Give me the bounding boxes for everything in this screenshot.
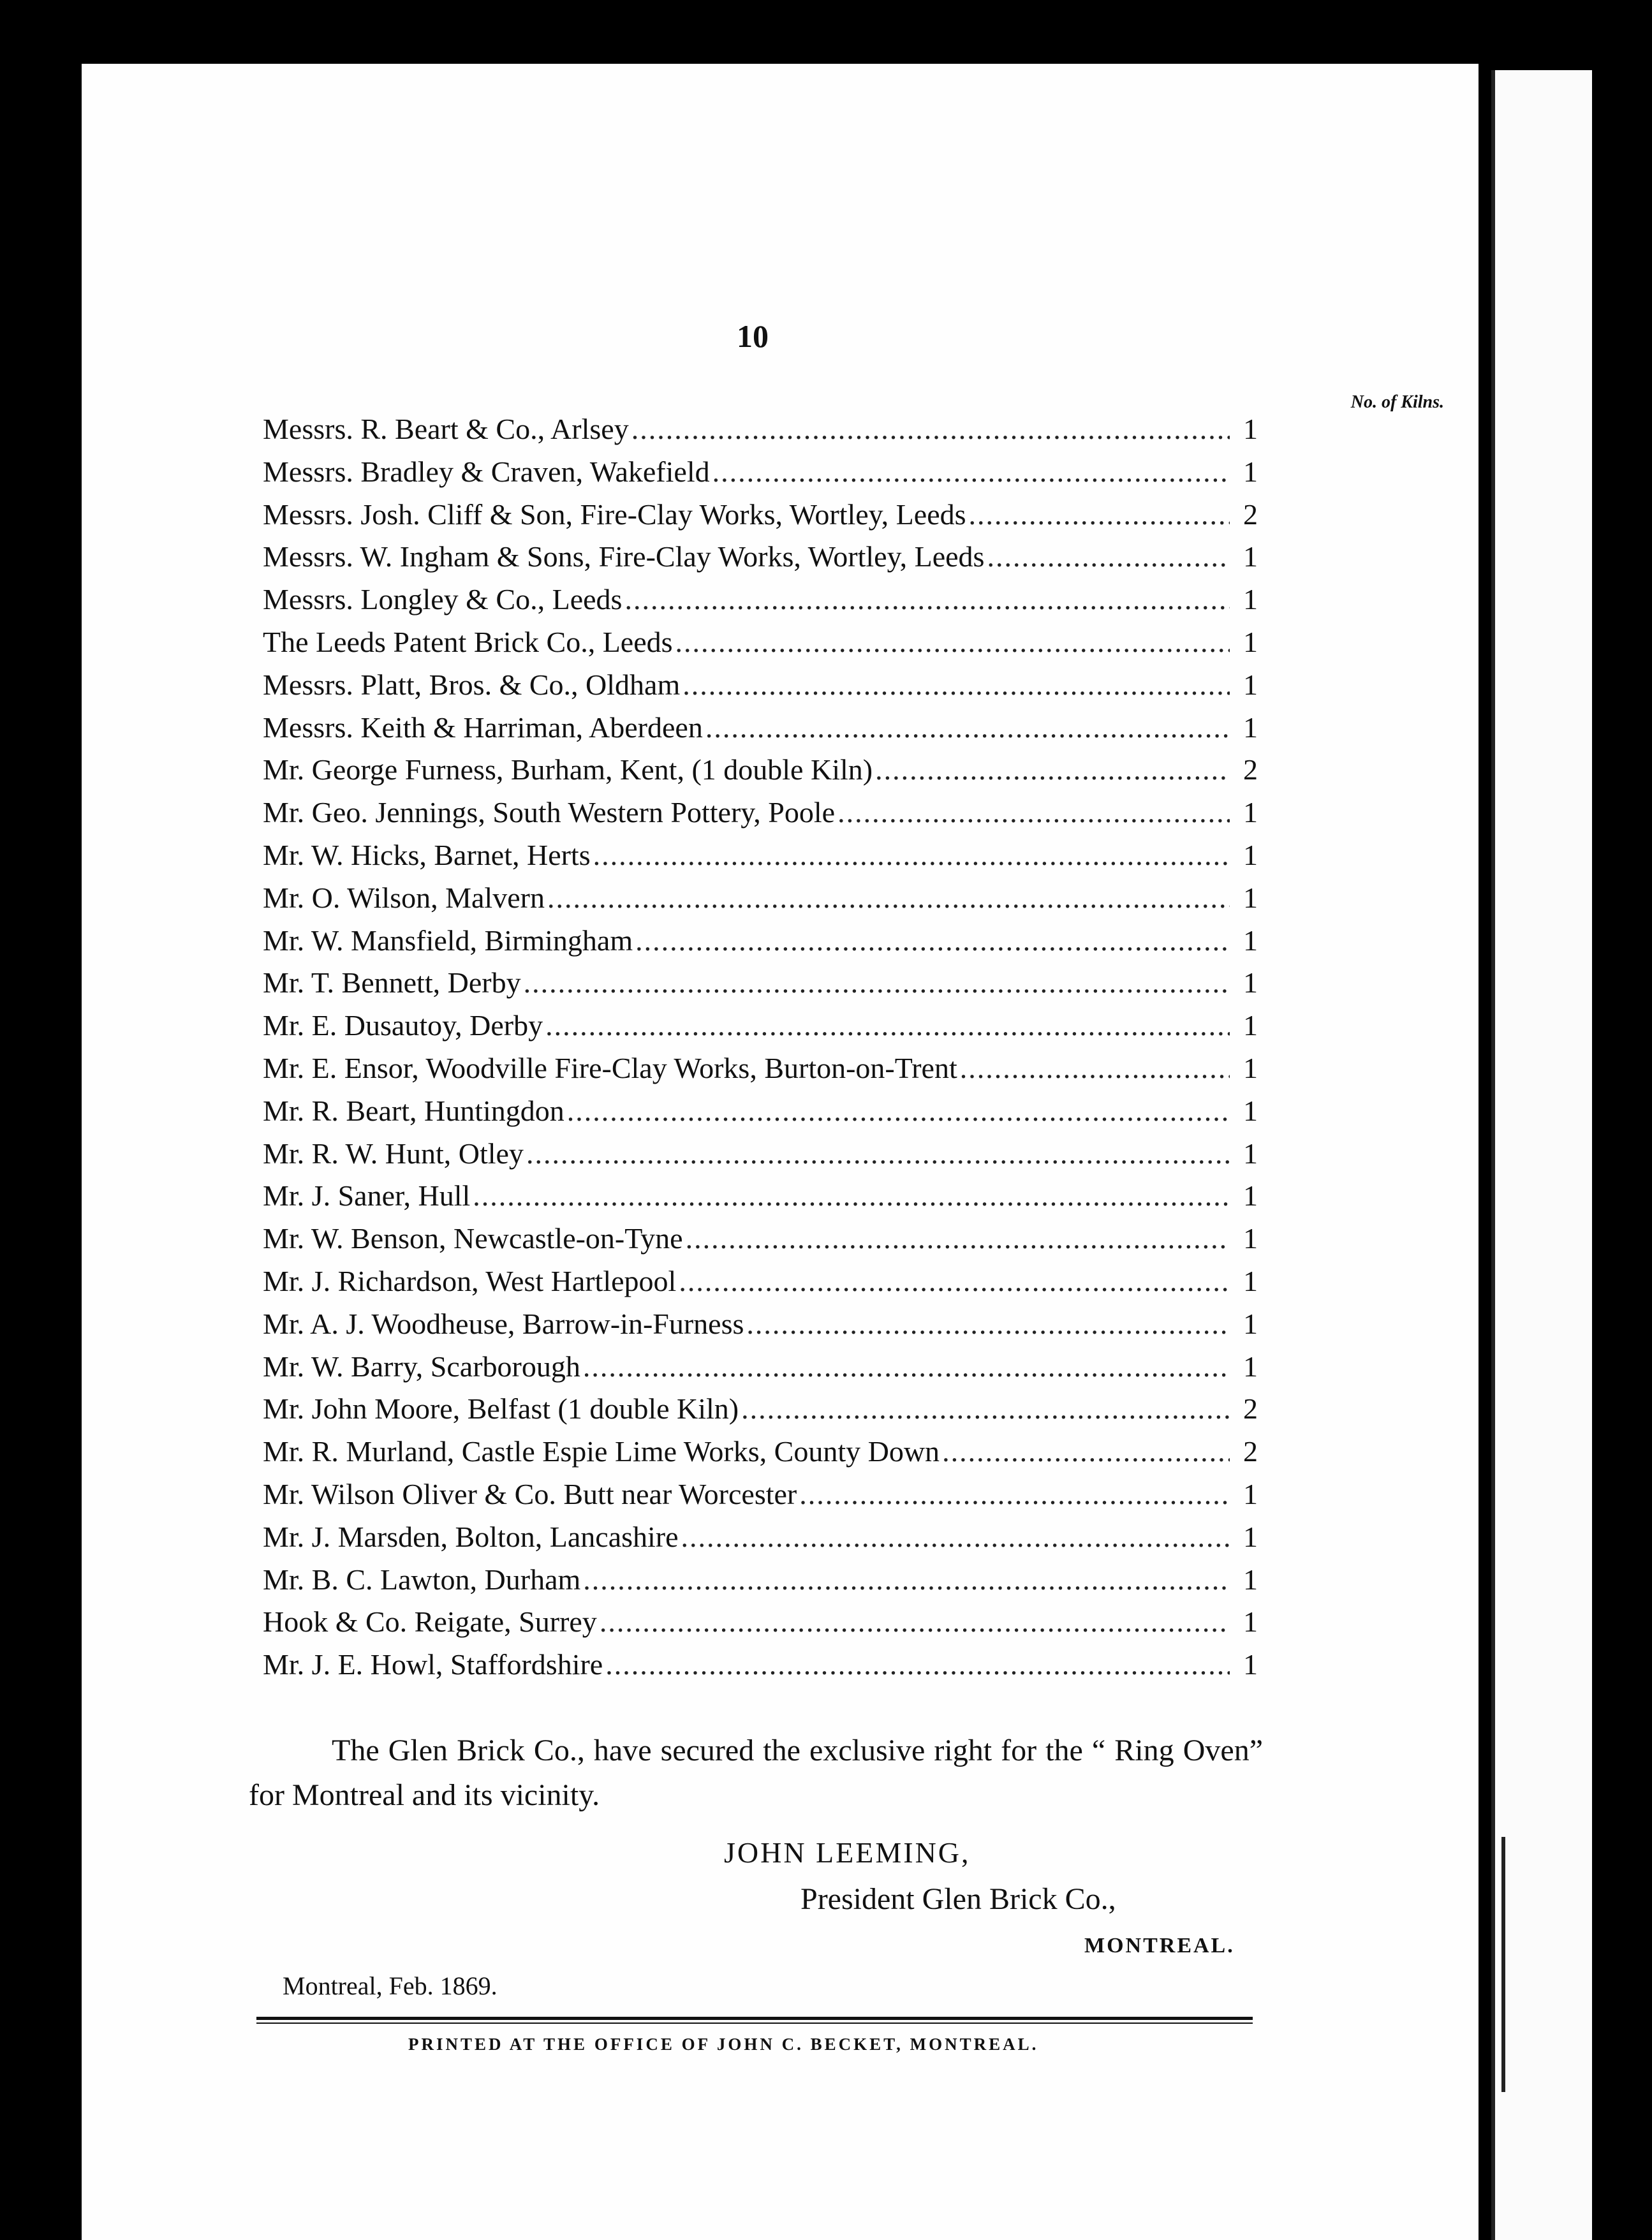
dot-leader [631,408,1230,451]
dot-leader [799,1473,1230,1516]
kiln-count: 1 [1243,1563,1258,1596]
kiln-count: 1 [1243,838,1258,871]
kiln-owner-name: Mr. George Furness, Burham, Kent, (1 double Kiln) [263,753,873,786]
dot-leader [473,1175,1230,1218]
kiln-owner-name: Mr. R. W. Hunt, Otley [263,1137,524,1170]
kiln-owner-name: Mr. E. Dusautoy, Derby [263,1009,543,1042]
kiln-owner-name: Mr. W. Hicks, Barnet, Herts [263,838,591,871]
kiln-row [263,1218,1258,1260]
kiln-owner-name: Messrs. Keith & Harriman, Aberdeen [263,711,703,744]
kiln-count: 1 [1243,413,1258,445]
kiln-row [263,1175,1258,1218]
kiln-count: 1 [1243,711,1258,744]
page-number: 10 [737,318,769,354]
kiln-owner-name: Messrs. W. Ingham & Sons, Fire-Clay Works, Wortley, Leeds [263,540,985,573]
kiln-owner-name: Messrs. Bradley & Craven, Wakefield [263,455,710,488]
kiln-count: 1 [1243,1179,1258,1212]
binding-edge-mark [1501,1837,1505,2092]
kiln-owner-name: Mr. B. C. Lawton, Durham [263,1563,581,1596]
kiln-owner-name: Mr. W. Benson, Newcastle-on-Tyne [263,1222,683,1255]
dot-leader [682,664,1230,707]
signer-city: MONTREAL. [1084,1934,1235,1957]
dot-leader [712,451,1230,494]
kiln-count: 2 [1243,753,1258,786]
kiln-count: 2 [1243,497,1258,531]
kiln-count: 1 [1243,540,1258,573]
date-line: Montreal, Feb. 1869. [283,1971,498,2000]
notice-text: The Glen Brick Co., have secured the exclusive right for the “ Ring Oven” for Montreal and its vicinity. [249,1734,1263,1812]
dot-leader [675,621,1230,664]
kiln-owner-name: Mr. O. Wilson, Malvern [263,881,545,914]
kiln-owner-name: Mr. J. Richardson, West Hartlepool [263,1264,677,1297]
kiln-row [263,1431,1258,1473]
printer-imprint: PRINTED AT THE OFFICE OF JOHN C. BECKET, MONTREAL. [408,2035,1039,2054]
exclusive-rights-notice [249,1728,1263,1818]
kiln-row [263,451,1258,494]
kiln-count: 1 [1243,668,1258,701]
kiln-count: 1 [1243,1307,1258,1340]
dot-leader [875,749,1230,792]
kiln-owner-name: Mr. T. Bennett, Derby [263,966,521,999]
kiln-row [263,749,1258,792]
dot-leader [605,1644,1230,1686]
dot-leader [600,1601,1230,1644]
kiln-owner-name: Mr. Geo. Jennings, South Western Pottery, Poole [263,796,836,829]
kiln-count: 1 [1243,1137,1258,1170]
kiln-count: 1 [1243,924,1258,957]
dot-leader [567,1090,1230,1133]
dot-leader [705,707,1230,749]
kiln-owner-name: Messrs. R. Beart & Co., Arlsey [263,413,629,445]
kiln-count: 1 [1243,1477,1258,1510]
dot-leader [526,1133,1230,1175]
dot-leader [635,920,1230,962]
signer-name: JOHN LEEMING, [724,1836,971,1869]
kiln-row [263,877,1258,920]
kiln-count: 1 [1243,796,1258,829]
kiln-row [263,1090,1258,1133]
kiln-row [263,1516,1258,1559]
signer-title: President Glen Brick Co., [800,1882,1116,1916]
kiln-count: 1 [1243,1520,1258,1553]
dot-leader [593,834,1230,877]
kiln-count: 1 [1243,1222,1258,1255]
kiln-row [263,494,1258,536]
kiln-count: 1 [1243,881,1258,914]
kiln-owner-name: Mr. J. E. Howl, Staffordshire [263,1648,603,1681]
kiln-owner-name: Messrs. Longley & Co., Leeds [263,583,623,616]
dot-leader [942,1431,1230,1473]
kiln-row [263,920,1258,962]
dot-leader [624,578,1230,621]
kiln-owner-name: Mr. W. Barry, Scarborough [263,1350,580,1383]
kiln-row [263,1644,1258,1686]
footer-rule-thick [256,2017,1253,2020]
kiln-row [263,664,1258,707]
dot-leader [686,1218,1230,1260]
kiln-count: 1 [1243,455,1258,488]
kiln-owner-name: Hook & Co. Reigate, Surrey [263,1605,597,1639]
kiln-row [263,536,1258,578]
dot-leader [545,1005,1230,1047]
kiln-count: 1 [1243,625,1258,658]
kiln-count: 1 [1243,583,1258,616]
dot-leader [583,1346,1230,1389]
kiln-row [263,1303,1258,1346]
kiln-row [263,578,1258,621]
dot-leader [837,792,1230,834]
kiln-owner-name: Mr. Wilson Oliver & Co. Butt near Worcester [263,1477,797,1510]
dot-leader [681,1516,1230,1559]
kiln-owner-name: Mr. R. Murland, Castle Espie Lime Works, County Down [263,1435,940,1468]
kiln-count: 2 [1243,1435,1258,1468]
kiln-owner-list [263,408,1258,1686]
kiln-owner-name: Mr. E. Ensor, Woodville Fire-Clay Works, Burton-on-Trent [263,1051,957,1084]
kiln-row [263,1601,1258,1644]
kiln-row [263,1388,1258,1431]
kiln-owner-name: The Leeds Patent Brick Co., Leeds [263,625,673,658]
dot-leader [746,1303,1230,1346]
kiln-count: 1 [1243,1009,1258,1042]
kiln-row [263,962,1258,1005]
kiln-owner-name: Mr. J. Saner, Hull [263,1179,471,1212]
footer-rule-thin [256,2023,1253,2024]
dot-leader [969,494,1230,536]
kiln-count: 1 [1243,966,1258,999]
kiln-count: 1 [1243,1264,1258,1297]
kiln-owner-name: Messrs. Platt, Bros. & Co., Oldham [263,668,681,701]
kiln-row [263,1260,1258,1303]
kiln-count: 1 [1243,1350,1258,1383]
kiln-count: 1 [1243,1605,1258,1639]
kiln-row [263,408,1258,451]
kiln-row [263,1133,1258,1175]
kiln-count: 1 [1243,1094,1258,1127]
binding-shadow [1491,70,1495,2240]
kiln-owner-name: Mr. John Moore, Belfast (1 double Kiln) [263,1392,739,1426]
kiln-owner-name: Messrs. Josh. Cliff & Son, Fire-Clay Works, Wortley, Leeds [263,497,966,531]
kiln-owner-name: Mr. A. J. Woodheuse, Barrow-in-Furness [263,1307,744,1340]
dot-leader [741,1388,1230,1431]
kiln-row [263,1559,1258,1602]
kiln-owner-name: Mr. R. Beart, Huntingdon [263,1094,564,1127]
dot-leader [679,1260,1230,1303]
dot-leader [583,1559,1230,1602]
kiln-row [263,1005,1258,1047]
kiln-row [263,1473,1258,1516]
dot-leader [547,877,1230,920]
kiln-row [263,707,1258,749]
kiln-owner-name: Mr. W. Mansfield, Birmingham [263,924,633,957]
dot-leader [987,536,1230,578]
kiln-row [263,792,1258,834]
kiln-row [263,834,1258,877]
kiln-row [263,1346,1258,1389]
facing-page-edge [1491,70,1592,2240]
kiln-row [263,621,1258,664]
kiln-count: 1 [1243,1648,1258,1681]
kiln-owner-name: Mr. J. Marsden, Bolton, Lancashire [263,1520,679,1553]
kiln-count: 1 [1243,1051,1258,1084]
kiln-count: 2 [1243,1392,1258,1426]
dot-leader [960,1047,1230,1090]
kiln-row [263,1047,1258,1090]
dot-leader [524,962,1230,1005]
kilns-column-header: No. of Kilns. [1350,392,1444,412]
